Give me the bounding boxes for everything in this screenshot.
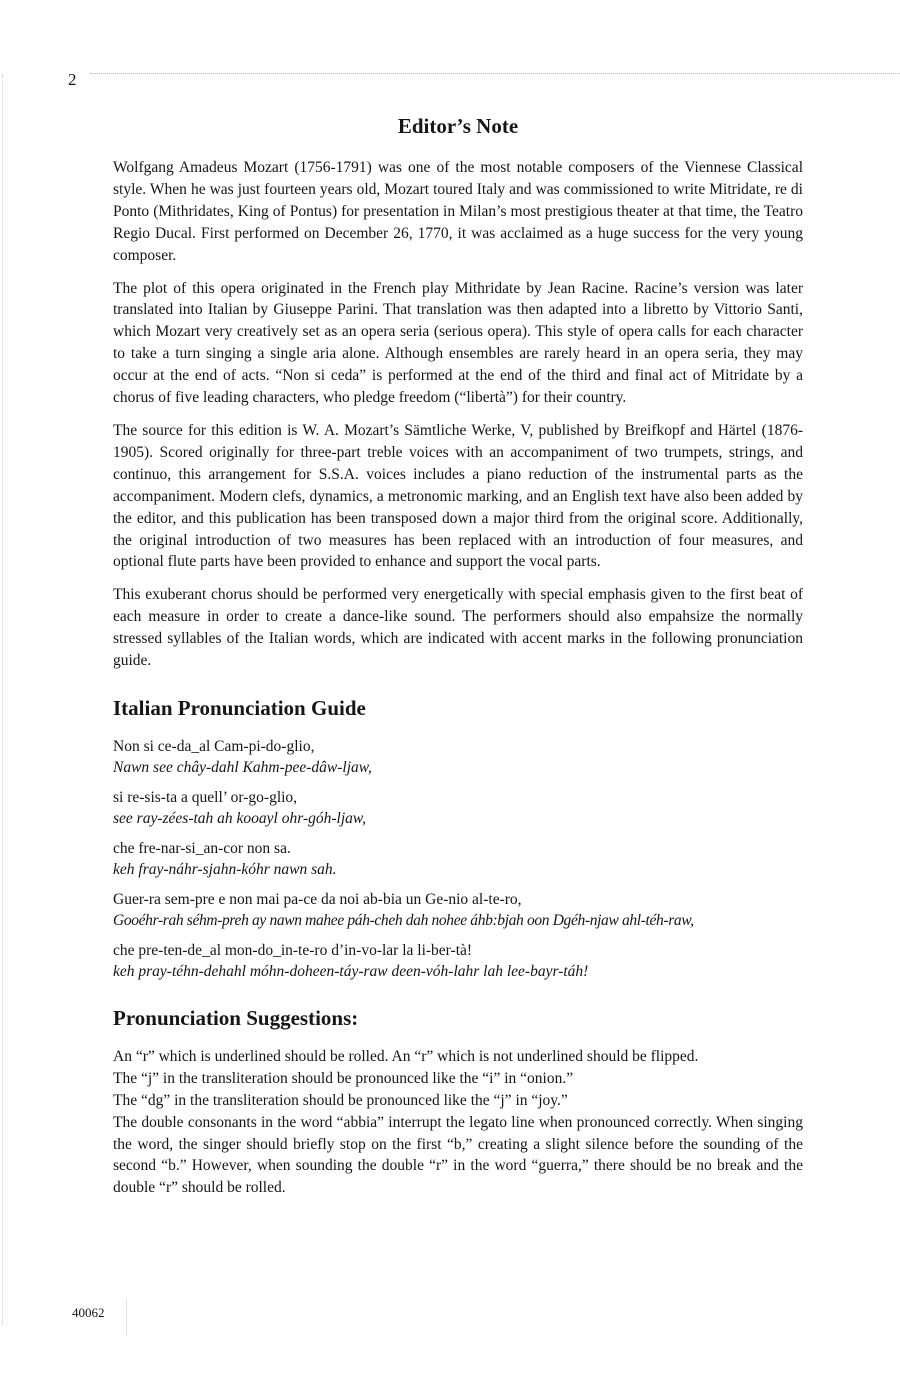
pronunciation-line-5 [113, 940, 803, 982]
pronunciation-suggestions-title: Pronunciation Suggestions: [113, 1005, 359, 1030]
pronunciation-line-4 [113, 889, 803, 931]
suggestion-line-3: The “dg” in the transliteration should be pronounced like the “j” in “joy.” [113, 1091, 568, 1109]
italian-text: Non si ce-da_al Cam-pi-do-glio, [113, 737, 315, 755]
page-border-left [2, 75, 3, 1325]
italian-text: che pre-ten-de_al mon-do_in-te-ro d’in-vo-lar la li-ber-tà! [113, 941, 473, 959]
transliteration-text: keh pray-téhn-dehahl móhn-doheen-táy-raw deen-vóh-lahr lah lee-bayr-táh! [113, 962, 589, 980]
catalog-number: 40062 [72, 1305, 105, 1320]
pronunciation-line-2 [113, 787, 803, 829]
italian-text: che fre-nar-si_an-cor non sa. [113, 839, 291, 857]
transliteration-text: Nawn see chây-dahl Kahm-pee-dâw-ljaw, [113, 758, 372, 776]
pronunciation-guide-title: Italian Pronunciation Guide [113, 695, 366, 720]
transliteration-text: Gooéhr-rah séhm-preh ay nawn mahee páh-cheh dah nohee áhb:bjah oon Dgéh-njaw ahl-téh-raw, [113, 911, 694, 929]
transliteration-text: see ray-zées-tah ah kooayl ohr-góh-ljaw, [113, 809, 366, 827]
page-number: 2 [68, 70, 77, 89]
page-content [113, 110, 803, 1199]
suggestion-line-2: The “j” in the transliteration should be pronounced like the “i” in “onion.” [113, 1069, 574, 1087]
page-border-bottom-mark [126, 1300, 127, 1336]
suggestion-line-1: An “r” which is underlined should be rolled. An “r” which is not underlined should be flipped. [113, 1047, 699, 1065]
editors-note-paragraph-2: The plot of this opera originated in the French play Mithridate by Jean Racine. Racine’s version was later translated into Italian by Giuseppe Parini. That translation was then adapted into a libretto by Vittorio Santi, which Mozart very creatively set as an opera seria (serious opera). This style of opera calls for each character to take a turn singing a single aria alone. Although ensembles are rarely heard in an opera seria, they may occur at the end of acts. “Non si ceda” is performed at the end of the third and final act of Mitridate by a chorus of five leading characters, who pledge freedom (“libertà”) for their country. [113, 279, 803, 407]
pronunciation-line-1 [113, 736, 803, 778]
suggestion-line-4: The double consonants in the word “abbia” interrupt the legato line when pronounced correctly. When singing the word, the singer should briefly stop on the first “b,” creating a slight silence before the sounding of the second “b.” However, when sounding the double “r” in the word “guerra,” there should be no break and the double “r” should be rolled. [113, 1113, 803, 1197]
italian-text: Guer-ra sem-pre e non mai pa-ce da noi ab-bia un Ge-nio al-te-ro, [113, 890, 522, 908]
editors-note-paragraph-3: The source for this edition is W. A. Mozart’s Sämtliche Werke, V, published by Breifkopf and Härtel (1876-1905). Scored originally for three-part treble voices with an accompaniment of two trumpets, strings, and continuo, this arrangement for S.S.A. voices includes a piano reduction of the instrumental parts as the accompaniment. Modern clefs, dynamics, a metronomic marking, and an English text have also been added by the editor, and this publication has been transposed down a major third from the original score. Additionally, the original introduction of two measures has been replaced with an introduction of four measures, and optional flute parts have been provided to enhance and support the vocal parts. [113, 421, 803, 571]
editors-note-paragraph-4: This exuberant chorus should be performed very energetically with special emphasis given to the first beat of each measure in order to create a dance-like sound. The performers should also empahsize the normally stressed syllables of the Italian words, which are indicated with accent marks in the following pronunciation guide. [113, 586, 803, 670]
italian-text: si re-sis-ta a quell’ or-go-glio, [113, 788, 298, 806]
pronunciation-line-3 [113, 838, 803, 880]
page-border-top [90, 73, 900, 74]
editors-note-paragraph-1: Wolfgang Amadeus Mozart (1756-1791) was one of the most notable composers of the Viennese Classical style. When he was just fourteen years old, Mozart toured Italy and was commissioned to write Mitridate, re di Ponto (Mithridates, King of Pontus) for presentation in Milan’s most prestigious theater at that time, the Teatro Regio Ducal. First performed on December 26, 1770, it was acclaimed as a huge success for the very young composer. [113, 159, 803, 264]
transliteration-text: keh fray-náhr-sjahn-kóhr nawn sah. [113, 860, 337, 878]
editors-note-title: Editor’s Note [397, 114, 519, 138]
